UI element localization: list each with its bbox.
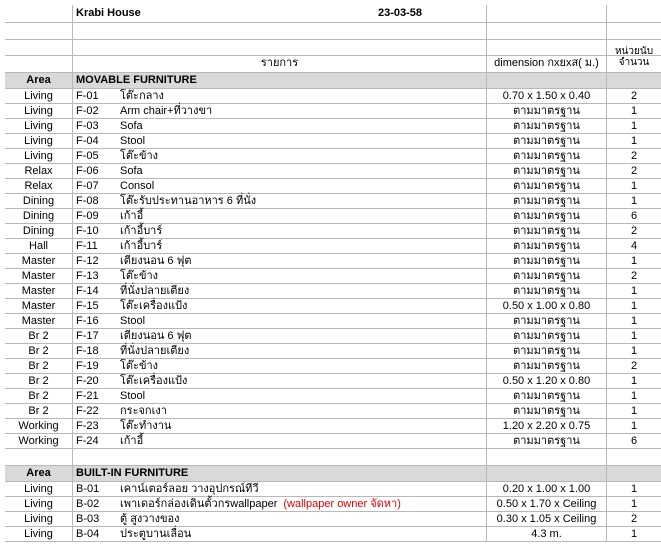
item-code: F-05	[76, 150, 99, 162]
cell-blank[interactable]	[5, 5, 73, 23]
item-name: Stool	[120, 315, 146, 327]
item-code: F-01	[76, 90, 99, 102]
cell-blank[interactable]	[607, 449, 661, 466]
area-cell[interactable]: Master	[5, 254, 73, 269]
dimension-cell[interactable]: ตามมาตรฐาน	[487, 389, 607, 404]
area-cell[interactable]: Dining	[5, 224, 73, 239]
cell-blank[interactable]	[487, 5, 607, 23]
cell-blank[interactable]	[607, 466, 661, 482]
item-code: F-06	[76, 165, 99, 177]
table-row	[5, 104, 661, 119]
area-cell[interactable]: Living	[5, 149, 73, 164]
item-name: Consol	[120, 180, 155, 192]
cell-blank[interactable]	[73, 449, 487, 466]
table-row	[5, 149, 661, 164]
item-code: F-14	[76, 285, 99, 297]
area-cell[interactable]: Master	[5, 269, 73, 284]
table-row	[5, 224, 661, 239]
area-cell[interactable]: Relax	[5, 179, 73, 194]
table-row	[5, 419, 661, 434]
item-name: โต๊ะข้าง	[120, 270, 159, 282]
item-cell[interactable]	[73, 419, 487, 434]
item-code: B-01	[76, 483, 100, 495]
dimension-cell[interactable]: ตามมาตรฐาน	[487, 344, 607, 359]
qty-cell[interactable]: 1	[607, 404, 661, 419]
column-header-row	[5, 56, 661, 73]
item-name: เตียงนอน 6 ฟุต	[120, 255, 192, 267]
area-cell[interactable]: Living	[5, 119, 73, 134]
builtin-section-header	[5, 466, 661, 482]
item-code: F-07	[76, 180, 99, 192]
dimension-cell[interactable]: 0.70 x 1.50 x 0.40	[487, 89, 607, 104]
item-code: F-17	[76, 330, 99, 342]
cell-blank[interactable]	[73, 40, 487, 56]
item-cell[interactable]	[73, 164, 487, 179]
area-cell[interactable]: Living	[5, 482, 73, 497]
area-cell[interactable]: Living	[5, 512, 73, 527]
item-note: (wallpaper owner จัดหา)	[283, 498, 401, 510]
dimension-cell[interactable]: ตามมาตรฐาน	[487, 149, 607, 164]
item-name: โต๊ะทำงาน	[120, 420, 172, 432]
item-code: B-04	[76, 528, 100, 540]
item-cell[interactable]	[73, 482, 487, 497]
dimension-cell[interactable]: ตามมาตรฐาน	[487, 269, 607, 284]
item-cell[interactable]	[73, 179, 487, 194]
dimension-cell[interactable]: ตามมาตรฐาน	[487, 194, 607, 209]
header-row	[5, 5, 661, 23]
qty-cell[interactable]: 1	[607, 482, 661, 497]
dimension-cell[interactable]: ตามมาตรฐาน	[487, 254, 607, 269]
item-cell[interactable]	[73, 149, 487, 164]
dimension-cell[interactable]: ตามมาตรฐาน	[487, 404, 607, 419]
item-code: F-08	[76, 195, 99, 207]
item-code: F-19	[76, 360, 99, 372]
area-header[interactable]: Area	[5, 466, 73, 482]
item-cell[interactable]	[73, 104, 487, 119]
qty-cell[interactable]: 1	[607, 194, 661, 209]
cell-blank[interactable]	[487, 23, 607, 40]
table-row	[5, 314, 661, 329]
qty-cell[interactable]: 1	[607, 329, 661, 344]
table-row	[5, 269, 661, 284]
dimension-cell[interactable]: ตามมาตรฐาน	[487, 224, 607, 239]
dimension-cell[interactable]: ตามมาตรฐาน	[487, 134, 607, 149]
item-cell[interactable]	[73, 209, 487, 224]
qty-cell[interactable]: 1	[607, 254, 661, 269]
cell-blank[interactable]	[5, 56, 73, 73]
qty-cell[interactable]: 2	[607, 164, 661, 179]
qty-cell[interactable]: 1	[607, 179, 661, 194]
builtin-section-title[interactable]: BUILT-IN FURNITURE	[73, 466, 487, 482]
project-title-cell[interactable]	[73, 5, 487, 23]
qty-cell[interactable]: 1	[607, 284, 661, 299]
item-name: Sofa	[120, 165, 143, 177]
item-code: F-09	[76, 210, 99, 222]
blank-row	[5, 23, 661, 40]
item-name: เก้าอี้บาร์	[120, 225, 163, 237]
area-cell[interactable]: Master	[5, 299, 73, 314]
item-code: F-21	[76, 390, 99, 402]
dimension-cell[interactable]: 0.50 x 1.20 x 0.80	[487, 374, 607, 389]
item-code: B-03	[76, 513, 100, 525]
item-header[interactable]: รายการ	[73, 56, 487, 73]
item-name: โต๊ะข้าง	[120, 360, 159, 372]
item-code: F-11	[76, 240, 98, 252]
table-row	[5, 89, 661, 104]
item-name: Stool	[120, 390, 146, 402]
project-date: 23-03-58	[378, 7, 423, 19]
item-code: F-04	[76, 135, 99, 147]
area-cell[interactable]: Living	[5, 527, 73, 542]
item-cell[interactable]	[73, 269, 487, 284]
cell-blank[interactable]	[487, 73, 607, 89]
item-name: เก้าอี้	[120, 210, 144, 222]
item-code: F-03	[76, 120, 99, 132]
area-cell[interactable]: Br 2	[5, 359, 73, 374]
item-code: F-10	[76, 225, 99, 237]
qty-cell[interactable]: 1	[607, 104, 661, 119]
item-code: B-02	[76, 498, 100, 510]
item-name: เตียงนอน 6 ฟุต	[120, 330, 192, 342]
table-row	[5, 179, 661, 194]
table-row	[5, 434, 661, 449]
item-cell[interactable]	[73, 134, 487, 149]
item-cell[interactable]	[73, 254, 487, 269]
qty-cell[interactable]: 1	[607, 497, 661, 512]
area-cell[interactable]: Br 2	[5, 374, 73, 389]
area-cell[interactable]: Relax	[5, 164, 73, 179]
dimension-header[interactable]: dimension กxยxส( ม.)	[487, 56, 607, 73]
item-cell[interactable]	[73, 527, 487, 542]
item-name: เก้าอี้	[120, 435, 144, 447]
area-cell[interactable]: Hall	[5, 239, 73, 254]
qty-cell[interactable]: 6	[607, 434, 661, 449]
item-name: โต๊ะเครื่องแป้ง	[120, 300, 188, 312]
table-row	[5, 374, 661, 389]
item-name: Arm chair+ที่วางขา	[120, 105, 213, 117]
dimension-cell[interactable]: 0.50 x 1.70 x Ceiling	[487, 497, 607, 512]
area-cell[interactable]: Master	[5, 284, 73, 299]
item-name: โต๊ะข้าง	[120, 150, 159, 162]
item-name: Stool	[120, 135, 146, 147]
qty-cell[interactable]: 6	[607, 209, 661, 224]
table-row	[5, 389, 661, 404]
item-cell[interactable]	[73, 329, 487, 344]
qty-cell[interactable]: 1	[607, 314, 661, 329]
item-cell[interactable]	[73, 89, 487, 104]
table-row	[5, 194, 661, 209]
table-row	[5, 497, 661, 512]
item-cell[interactable]	[73, 512, 487, 527]
table-row	[5, 482, 661, 497]
item-code: F-13	[76, 270, 99, 282]
dimension-cell[interactable]: ตามมาตรฐาน	[487, 359, 607, 374]
qty-cell[interactable]: 4	[607, 239, 661, 254]
qty-cell[interactable]: 1	[607, 419, 661, 434]
qty-cell[interactable]: 1	[607, 119, 661, 134]
table-row	[5, 119, 661, 134]
area-cell[interactable]: Master	[5, 314, 73, 329]
cell-blank[interactable]	[487, 449, 607, 466]
area-cell[interactable]: Br 2	[5, 389, 73, 404]
dimension-cell[interactable]: ตามมาตรฐาน	[487, 104, 607, 119]
item-name: เก้าอี้บาร์	[120, 240, 163, 252]
table-row	[5, 359, 661, 374]
blank-row	[5, 40, 661, 56]
table-row	[5, 284, 661, 299]
table-row	[5, 512, 661, 527]
dimension-cell[interactable]: ตามมาตรฐาน	[487, 164, 607, 179]
area-cell[interactable]: Living	[5, 134, 73, 149]
dimension-cell[interactable]: ตามมาตรฐาน	[487, 179, 607, 194]
dimension-cell[interactable]: 1.20 x 2.20 x 0.75	[487, 419, 607, 434]
qty-cell[interactable]: 1	[607, 299, 661, 314]
qty-cell[interactable]: 2	[607, 89, 661, 104]
item-code: F-15	[76, 300, 99, 312]
item-cell[interactable]	[73, 344, 487, 359]
dimension-cell[interactable]: ตามมาตรฐาน	[487, 434, 607, 449]
item-cell[interactable]	[73, 404, 487, 419]
item-code: F-24	[76, 435, 99, 447]
item-code: F-16	[76, 315, 99, 327]
item-cell[interactable]	[73, 497, 487, 512]
cell-blank[interactable]	[607, 73, 661, 89]
qty-cell[interactable]: 2	[607, 149, 661, 164]
builtin-furniture-list	[5, 482, 661, 542]
table-row	[5, 329, 661, 344]
table-row	[5, 254, 661, 269]
qty-header[interactable]: จำนวน	[607, 56, 661, 73]
area-cell[interactable]: Br 2	[5, 344, 73, 359]
area-cell[interactable]: Br 2	[5, 404, 73, 419]
dimension-cell[interactable]: ตามมาตรฐาน	[487, 239, 607, 254]
dimension-cell[interactable]: 0.30 x 1.05 x Ceiling	[487, 512, 607, 527]
area-cell[interactable]: Dining	[5, 194, 73, 209]
movable-furniture-list	[5, 89, 661, 449]
cell-blank[interactable]	[5, 40, 73, 56]
qty-cell[interactable]: 1	[607, 134, 661, 149]
item-name: โต๊ะเครื่องแป้ง	[120, 375, 188, 387]
dimension-cell[interactable]: ตามมาตรฐาน	[487, 209, 607, 224]
cell-blank[interactable]	[5, 449, 73, 466]
item-name: โต๊ะรับประทานอาหาร 6 ที่นั่ง	[120, 195, 257, 207]
item-cell[interactable]	[73, 284, 487, 299]
item-code: F-12	[76, 255, 99, 267]
table-row	[5, 164, 661, 179]
dimension-cell[interactable]: 4.3 m.	[487, 527, 607, 542]
item-name: ที่นั่งปลายเตียง	[120, 345, 190, 357]
dimension-cell[interactable]: ตามมาตรฐาน	[487, 119, 607, 134]
spreadsheet	[5, 5, 661, 542]
item-name: ตู้ สูงวางของ	[120, 513, 180, 525]
dimension-cell[interactable]: 0.50 x 1.00 x 0.80	[487, 299, 607, 314]
area-cell[interactable]: Working	[5, 419, 73, 434]
cell-blank[interactable]	[5, 23, 73, 40]
blank-row	[5, 449, 661, 466]
qty-cell[interactable]: 1	[607, 374, 661, 389]
qty-cell[interactable]: 2	[607, 224, 661, 239]
item-name: กระจกเงา	[120, 405, 167, 417]
movable-section-header	[5, 73, 661, 89]
area-cell[interactable]: Dining	[5, 209, 73, 224]
area-cell[interactable]: Living	[5, 104, 73, 119]
item-cell[interactable]	[73, 374, 487, 389]
item-name: โต๊ะกลาง	[120, 90, 164, 102]
item-cell[interactable]	[73, 194, 487, 209]
area-header[interactable]: Area	[5, 73, 73, 89]
qty-cell[interactable]: 2	[607, 512, 661, 527]
item-name: เคาน์เตอร์ลอย วางอุปกรณ์ทีวี	[120, 483, 259, 495]
item-name: เพาเดอร์กล่องเดินตั้วกรwallpaper	[120, 498, 278, 510]
table-row	[5, 209, 661, 224]
item-name: Sofa	[120, 120, 143, 132]
dimension-cell[interactable]: 0.20 x 1.00 x 1.00	[487, 482, 607, 497]
area-cell[interactable]: Living	[5, 497, 73, 512]
dimension-cell[interactable]: ตามมาตรฐาน	[487, 314, 607, 329]
item-code: F-02	[76, 105, 99, 117]
qty-cell[interactable]: 1	[607, 344, 661, 359]
cell-blank[interactable]	[607, 5, 661, 23]
item-name: ที่นั่งปลายเตียง	[120, 285, 190, 297]
item-code: F-18	[76, 345, 99, 357]
cell-blank[interactable]	[487, 466, 607, 482]
item-code: F-20	[76, 375, 99, 387]
item-cell[interactable]	[73, 119, 487, 134]
dimension-cell[interactable]: ตามมาตรฐาน	[487, 329, 607, 344]
movable-section-title[interactable]: MOVABLE FURNITURE	[73, 73, 487, 89]
qty-cell[interactable]: 2	[607, 359, 661, 374]
item-cell[interactable]	[73, 389, 487, 404]
table-row	[5, 527, 661, 542]
table-row	[5, 134, 661, 149]
cell-blank[interactable]	[487, 40, 607, 56]
item-cell[interactable]	[73, 434, 487, 449]
item-cell[interactable]	[73, 314, 487, 329]
project-title: Krabi House	[76, 7, 141, 19]
dimension-cell[interactable]: ตามมาตรฐาน	[487, 284, 607, 299]
table-row	[5, 404, 661, 419]
area-cell[interactable]: Br 2	[5, 329, 73, 344]
area-cell[interactable]: Working	[5, 434, 73, 449]
item-code: F-22	[76, 405, 99, 417]
item-cell[interactable]	[73, 299, 487, 314]
item-name: ประตูบานเลื่อน	[120, 528, 192, 540]
table-row	[5, 299, 661, 314]
area-cell[interactable]: Living	[5, 89, 73, 104]
qty-cell[interactable]: 2	[607, 269, 661, 284]
item-code: F-23	[76, 420, 99, 432]
cell-blank[interactable]	[607, 23, 661, 40]
table-row	[5, 344, 661, 359]
item-cell[interactable]	[73, 359, 487, 374]
item-cell[interactable]	[73, 224, 487, 239]
cell-blank[interactable]	[73, 23, 487, 40]
item-cell[interactable]	[73, 239, 487, 254]
qty-cell[interactable]: 1	[607, 527, 661, 542]
unit-header[interactable]: หน่วยนับ	[607, 40, 661, 56]
qty-cell[interactable]: 1	[607, 389, 661, 404]
table-row	[5, 239, 661, 254]
